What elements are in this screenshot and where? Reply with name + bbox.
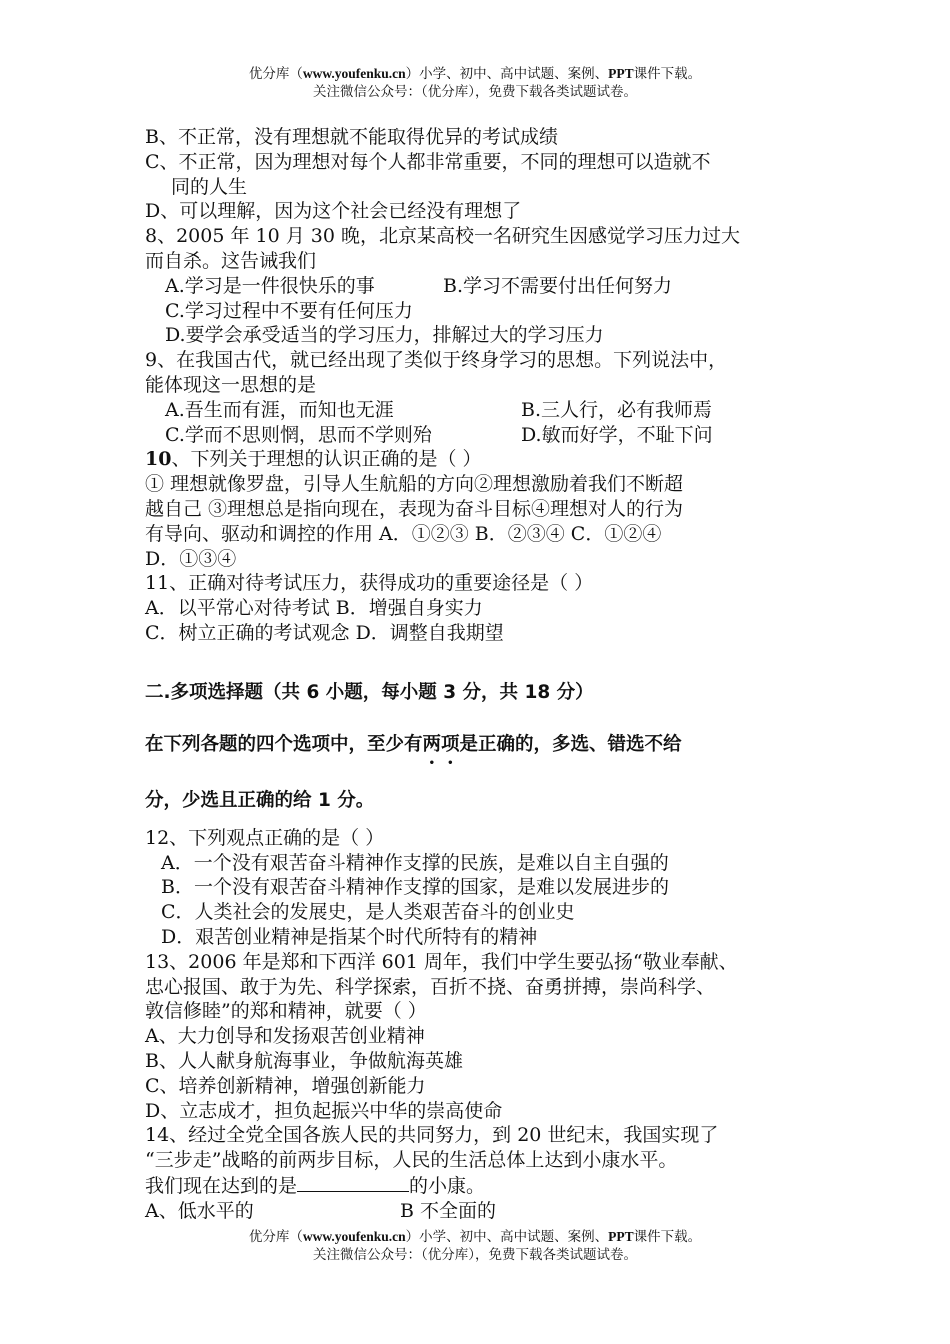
q7-option-d: D、可以理解，因为这个社会已经没有理想了 (145, 200, 522, 223)
q12-option-c: C．人类社会的发展史，是人类艰苦奋斗的创业史 (161, 901, 575, 924)
q8-option-a: A.学习是一件很快乐的事 (165, 274, 375, 297)
q9-options-cd (145, 423, 835, 448)
q13-option-b: B、人人献身航海事业，争做航海英雄 (145, 1049, 463, 1072)
q13-option-c: C、培养创新精神，增强创新能力 (145, 1074, 426, 1097)
q13-stem-cont-2: 敦信修睦”的郑和精神，就要（ ） (145, 1000, 427, 1023)
q12-option-a: A．一个没有艰苦奋斗精神作支撑的民族，是难以自主自强的 (161, 851, 669, 874)
q14-option-b: B 不全面的 (400, 1199, 497, 1222)
q9-stem-cont: 能体现这一思想的是 (145, 373, 317, 396)
q13-stem-cont-1: 忠心报国、敢于为先、科学探索，百折不挠、奋勇拼搏，崇尚科学、 (145, 975, 716, 998)
q13-option-a: A、大力创导和发扬艰苦创业精神 (145, 1025, 425, 1048)
q14-stem: 14、经过全党全国各族人民的共同努力，到 20 世纪末，我国实现了 (145, 1124, 719, 1147)
q14-option-a: A、低水平的 (145, 1199, 254, 1222)
q11-options-cd: C．树立正确的考试观念 D．调整自我期望 (145, 621, 504, 644)
q13-stem: 13、2006 年是郑和下西洋 601 周年，我们中学生要弘扬“敬业奉献、 (145, 950, 738, 973)
footer-line-2: 关注微信公众号：（优分库），免费下载各类试题试卷。 (313, 1247, 637, 1262)
q10-line-3: 有导向、驱动和调控的作用 A．①②③ B．②③④ C．①②④ (145, 522, 662, 545)
q12-option-b: B．一个没有艰苦奋斗精神作支撑的国家，是难以发展进步的 (161, 876, 669, 899)
q9-option-b: B.三人行，必有我师焉 (521, 398, 713, 421)
header-line-1: 优分库（www.youfenku.cn）小学、初中、高中试题、案例、PPT课件下载。 (248, 66, 702, 81)
footer-line-1: 优分库（www.youfenku.cn）小学、初中、高中试题、案例、PPT课件下载。 (248, 1229, 702, 1244)
q8-option-b: B.学习不需要付出任何努力 (443, 274, 673, 297)
q10-line-2: 越自己 ③理想总是指向现在，表现为奋斗目标④理想对人的行为 (145, 497, 684, 520)
q9-options-ab (145, 398, 835, 423)
section-2-title: 二.多项选择题（共 6 小题，每小题 3 分，共 18 分） (145, 681, 594, 703)
q11-options-ab: A．以平常心对待考试 B．增强自身实力 (145, 597, 483, 620)
q9-option-a: A.吾生而有涯，而知也无涯 (165, 398, 394, 421)
answer-blank (297, 1173, 409, 1192)
q8-option-d: D.要学会承受适当的学习压力，排解过大的学习压力 (165, 324, 604, 347)
q7-option-c: C、不正常，因为理想对每个人都非常重要，不同的理想可以造就不 (145, 150, 711, 173)
q12-option-d: D．艰苦创业精神是指某个时代所特有的精神 (161, 925, 538, 948)
q10-stem: 10、下列关于理想的认识正确的是（ ） (145, 448, 482, 471)
q11-stem: 11、正确对待考试压力，获得成功的重要途径是（ ） (145, 572, 594, 595)
q10-line-4: D．①③④ (145, 547, 237, 570)
section-2-instruction-cont: 分，少选且正确的给 1 分。 (145, 789, 375, 811)
page-footer (0, 1228, 950, 1264)
q9-option-d: D.敏而好学，不耻下问 (521, 423, 713, 446)
q14-stem-cont-2: 我们现在达到的是 的小康。 (145, 1174, 486, 1197)
q8-stem-cont: 而自杀。这告诫我们 (145, 249, 317, 272)
q7-option-c-cont: 同的人生 (171, 175, 248, 198)
q14-options-ab (145, 1199, 835, 1224)
q8-option-c: C.学习过程中不要有任何压力 (165, 299, 413, 322)
q8-stem: 8、2005 年 10 月 30 晚，北京某高校一名研究生因感觉学习压力过大 (145, 225, 740, 248)
q9-option-c: C.学而不思则惘，思而不学则殆 (165, 423, 432, 446)
exam-content (145, 125, 835, 1223)
header-line-2: 关注微信公众号：（优分库），免费下载各类试题试卷。 (313, 84, 637, 99)
q13-option-d: D、立志成才，担负起振兴中华的崇高使命 (145, 1099, 503, 1122)
section-2-instruction: 在下列各题的四个选项中，至少有两项是正确的，多选、错选不给 (145, 733, 682, 755)
q9-stem: 9、在我国古代，就已经出现了类似于终身学习的思想。下列说法中， (145, 349, 728, 372)
q14-stem-cont-1: “三步走”战略的前两步目标，人民的生活总体上达到小康水平。 (145, 1149, 678, 1172)
q8-options-ab (145, 274, 835, 299)
q10-line-1: ① 理想就像罗盘，引导人生航船的方向②理想激励着我们不断超 (145, 473, 684, 496)
page-header (0, 65, 950, 101)
q12-stem: 12、下列观点正确的是（ ） (145, 826, 385, 849)
q7-option-b: B、不正常，没有理想就不能取得优异的考试成绩 (145, 126, 558, 148)
